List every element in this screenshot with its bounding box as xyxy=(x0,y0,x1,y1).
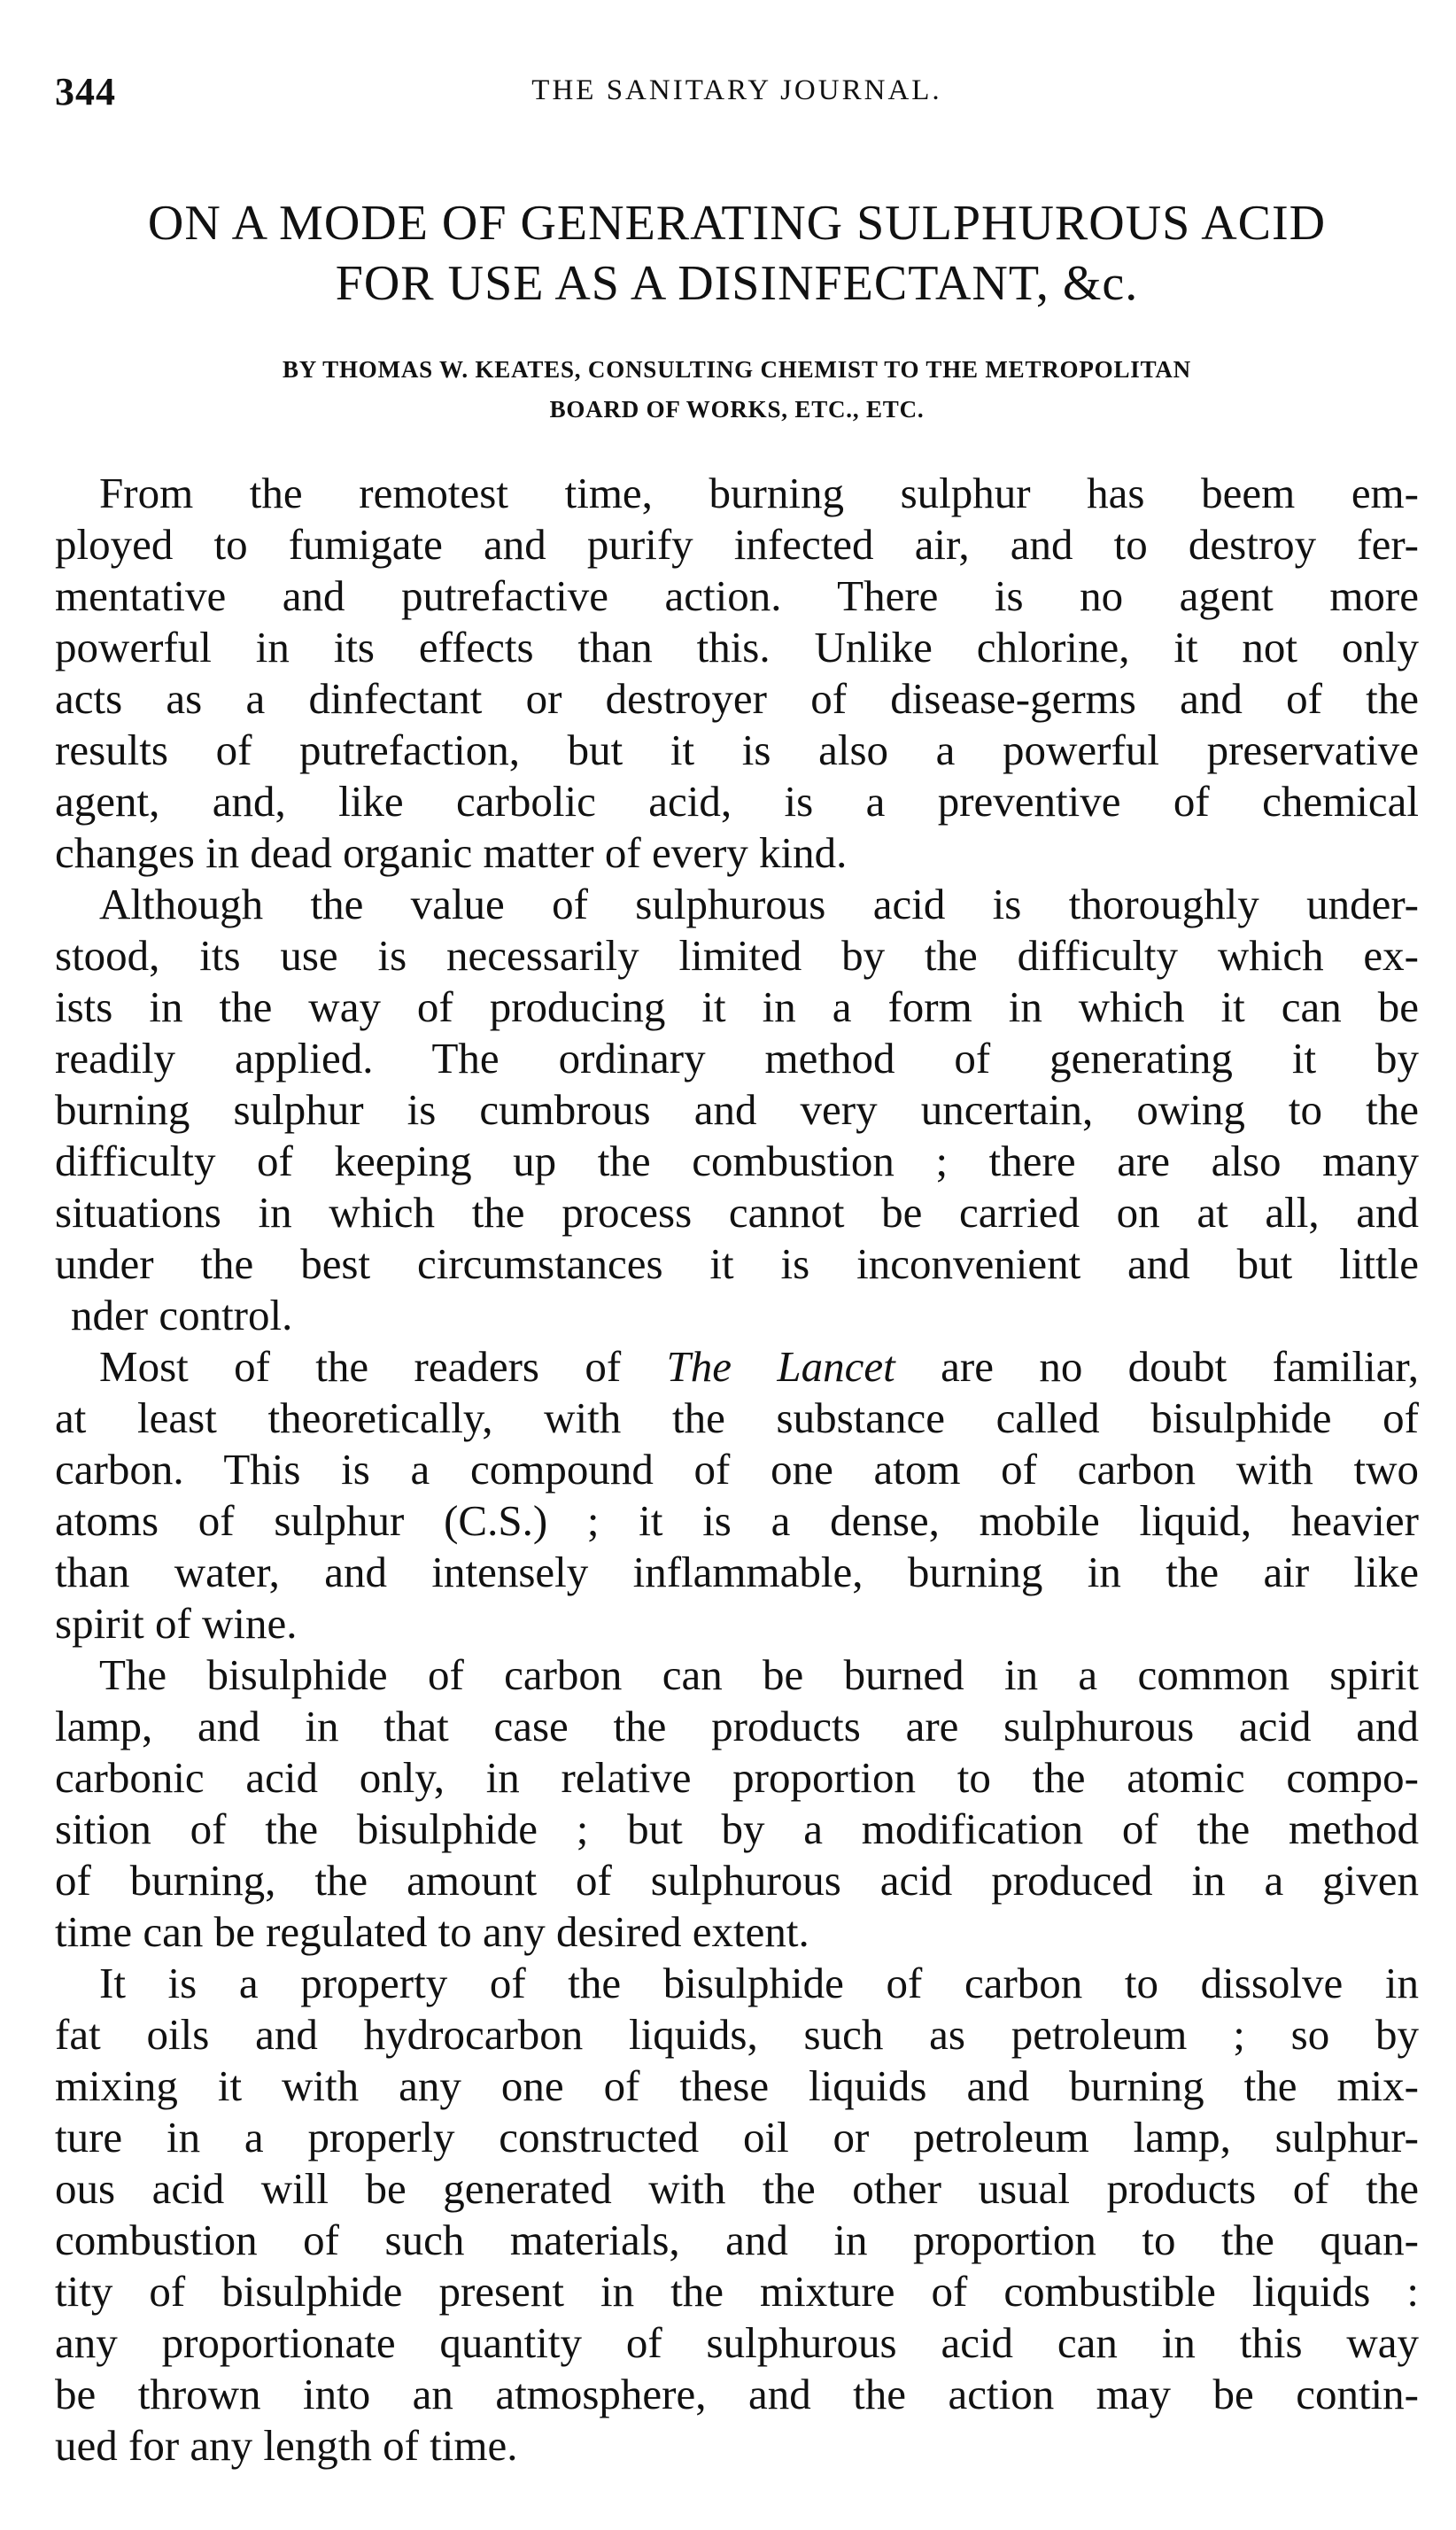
article-byline xyxy=(55,350,1419,430)
text-line: readily applied. The ordinary method of generating it by xyxy=(55,1034,1419,1083)
journal-title-italic: The Lancet xyxy=(666,1342,895,1391)
text-line: be thrown into an atmosphere, and the action may be contin- xyxy=(55,2370,1419,2418)
text-line: lamp, and in that case the products are sulphurous acid and xyxy=(55,1702,1419,1750)
text-line: situations in which the process cannot be carried on at all, and xyxy=(55,1188,1419,1237)
text-line: ists in the way of producing it in a form in which it can be xyxy=(55,982,1419,1031)
text-line: mixing it with any one of these liquids and burning the mix- xyxy=(55,2061,1419,2110)
text-line: at least theoretically, with the substance called bisulphide of xyxy=(55,1393,1419,1442)
text-line: ued for any length of time. xyxy=(55,2421,518,2470)
text-line: sition of the bisulphide ; but by a modification of the method xyxy=(55,1804,1419,1853)
paragraph xyxy=(55,1341,1419,1649)
journal-name: THE SANITARY JOURNAL. xyxy=(531,74,942,106)
text-line: From the remotest time, burning sulphur has beem em- xyxy=(99,469,1419,517)
byline-line: BOARD OF WORKS, ETC., ETC. xyxy=(549,396,925,423)
text-line: carbon. This is a compound of one atom of carbon with two xyxy=(55,1445,1419,1494)
article-body xyxy=(55,468,1419,2472)
text-line: spirit of wine. xyxy=(55,1599,298,1648)
running-head xyxy=(55,69,1419,122)
title-line: ON A MODE OF GENERATING SULPHUROUS ACID xyxy=(147,196,1327,251)
text-line: mentative and putrefactive action. There is no agent more xyxy=(55,571,1419,620)
text-line: time can be regulated to any desired extent. xyxy=(55,1907,809,1956)
text-line: ployed to fumigate and purify infected air, and to destroy fer- xyxy=(55,520,1419,569)
title-line: FOR USE AS A DISINFECTANT, &c. xyxy=(335,256,1139,311)
text-segment: are no doubt familiar, xyxy=(941,1342,1420,1391)
paragraph xyxy=(55,879,1419,1341)
paragraph xyxy=(55,468,1419,879)
text-line: under the best circumstances it is inconvenient and but little xyxy=(55,1239,1419,1288)
text-line-with-italic xyxy=(55,1341,1419,1393)
text-line: of burning, the amount of sulphurous acid produced in a given xyxy=(55,1856,1419,1905)
text-line: than water, and intensely inflammable, burning in the air like xyxy=(55,1548,1419,1596)
text-line: tity of bisulphide present in the mixture of combustible liquids : xyxy=(55,2267,1419,2316)
text-line: agent, and, like carbolic acid, is a preventive of chemical xyxy=(55,777,1419,826)
text-line: ture in a properly constructed oil or petroleum lamp, sulphur- xyxy=(55,2113,1419,2161)
text-line: stood, its use is necessarily limited by the difficulty which ex- xyxy=(55,931,1419,980)
document-page xyxy=(55,0,1419,2530)
text-line: nder control. xyxy=(71,1291,293,1339)
text-line: difficulty of keeping up the combustion ; there are also many xyxy=(55,1137,1419,1185)
text-line: changes in dead organic matter of every kind. xyxy=(55,828,848,877)
text-line: results of putrefaction, but it is also a powerful preservative xyxy=(55,726,1419,774)
paragraph xyxy=(55,1649,1419,1958)
text-line: combustion of such materials, and in proportion to the quan- xyxy=(55,2216,1419,2264)
text-line: carbonic acid only, in relative proportion to the atomic compo- xyxy=(55,1753,1419,1802)
paragraph xyxy=(55,1958,1419,2472)
page-number: 344 xyxy=(55,70,116,113)
text-line: The bisulphide of carbon can be burned in a common spirit xyxy=(99,1650,1419,1699)
text-line: acts as a dinfectant or destroyer of disease-germs and of the xyxy=(55,674,1419,723)
text-line: powerful in its effects than this. Unlike chlorine, it not only xyxy=(55,623,1419,671)
text-segment: Most of the readers of xyxy=(99,1342,622,1391)
text-line: burning sulphur is cumbrous and very uncertain, owing to the xyxy=(55,1085,1419,1134)
text-line: any proportionate quantity of sulphurous acid can in this way xyxy=(55,2318,1419,2367)
text-line: atoms of sulphur (C.S.) ; it is a dense, mobile liquid, heavier xyxy=(55,1496,1419,1545)
article-title xyxy=(55,193,1419,314)
text-line: Although the value of sulphurous acid is thoroughly under- xyxy=(99,880,1419,928)
byline-line: BY THOMAS W. KEATES, CONSULTING CHEMIST TO THE METROPOLITAN xyxy=(283,356,1191,383)
text-line: It is a property of the bisulphide of carbon to dissolve in xyxy=(99,1959,1419,2007)
text-line: fat oils and hydrocarbon liquids, such as petroleum ; so by xyxy=(55,2010,1419,2059)
text-line: ous acid will be generated with the other usual products of the xyxy=(55,2164,1419,2213)
